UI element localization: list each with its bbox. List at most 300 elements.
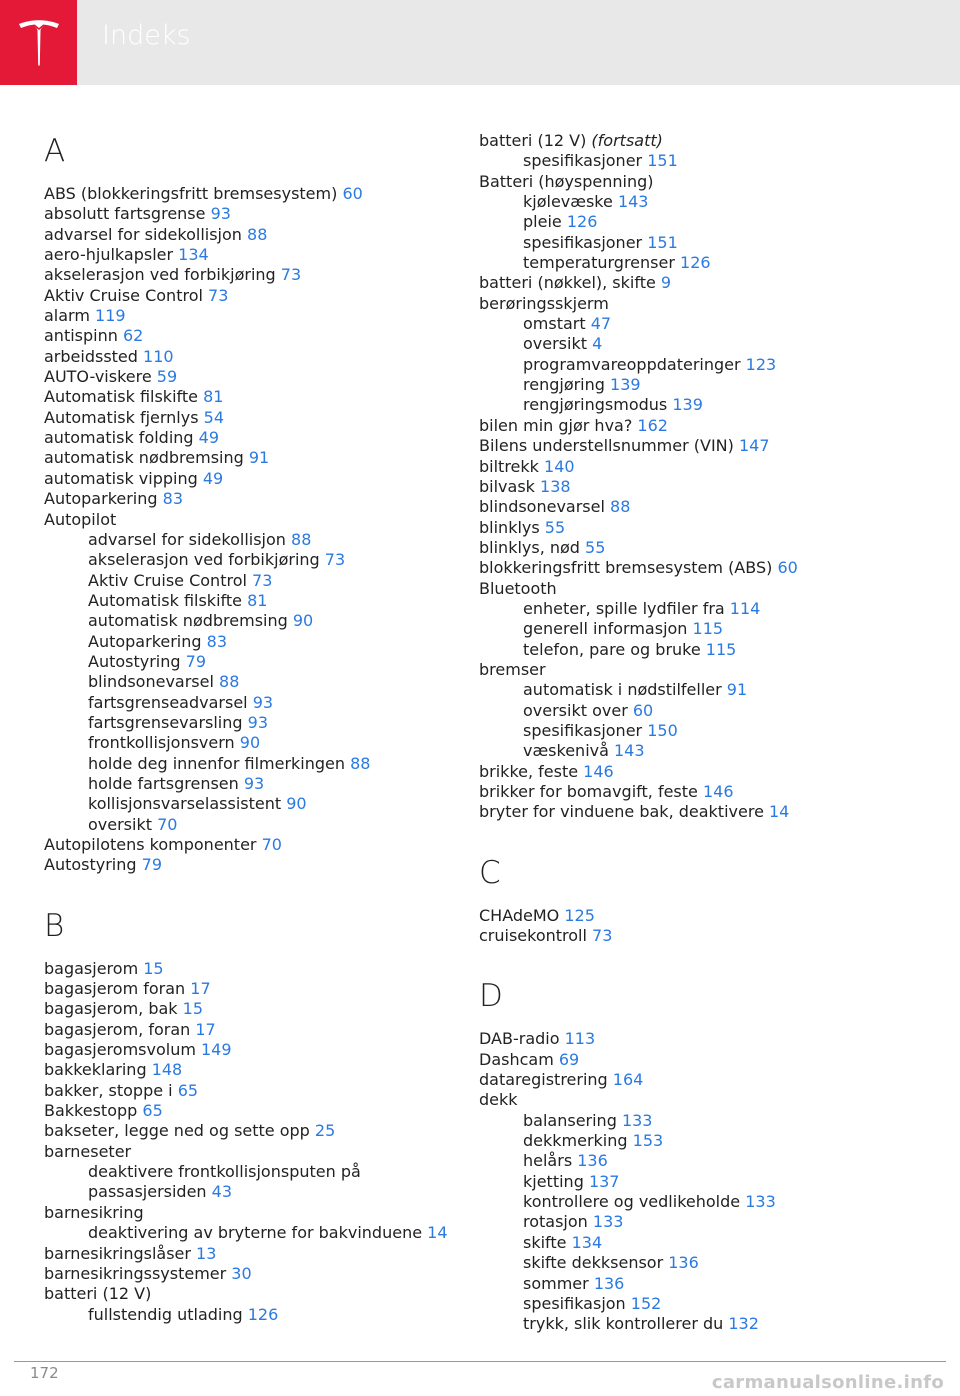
entry-term: Autoparkering (88, 631, 207, 651)
index-subentry (479, 253, 899, 273)
page-link[interactable]: 138 (540, 476, 571, 496)
index-subentry (479, 741, 899, 761)
entry-term: skifte (523, 1232, 572, 1252)
entry-term: Autopilotens komponenter (44, 835, 262, 854)
entry-term: brikke, feste (479, 761, 584, 781)
page-link[interactable]: 30 (231, 1263, 252, 1283)
index-entry (44, 448, 464, 468)
page-link[interactable]: 113 (564, 1029, 596, 1049)
entry-term: alarm (44, 306, 96, 326)
index-entry (44, 225, 464, 245)
index-entry (44, 1040, 464, 1060)
index-subentry (479, 1131, 899, 1151)
index-subentry (479, 1172, 899, 1192)
index-subentry (44, 815, 464, 835)
page-link[interactable]: 88 (291, 529, 312, 549)
index-entry (44, 1142, 464, 1162)
entry-term: rengjøring (523, 375, 611, 395)
page-link[interactable]: 90 (286, 794, 307, 814)
entry-term: Automatisk filskifte (88, 590, 248, 610)
entry-term: cruisekontroll (479, 926, 593, 946)
page-link[interactable]: 60 (632, 700, 654, 720)
index-entry (479, 172, 899, 192)
index-entry (44, 408, 464, 428)
page-link[interactable]: 153 (632, 1131, 664, 1151)
index-entry (44, 959, 464, 979)
entry-term: telefon, pare og bruke (523, 639, 706, 659)
index-subentry (44, 774, 464, 794)
index-subentry (479, 395, 899, 415)
index-entry (44, 1264, 464, 1284)
entry-term: AUTO-viskere (44, 367, 157, 387)
entry-term: batteri (12 V) (44, 1284, 152, 1304)
page-link[interactable]: 73 (592, 926, 613, 946)
page-link[interactable]: 65 (177, 1080, 199, 1100)
entry-term: kjølevæske (523, 192, 618, 212)
index-entry (479, 1090, 899, 1110)
index-subentry (479, 680, 899, 700)
index-subentry (479, 1294, 899, 1314)
entry-term: kjetting (523, 1171, 589, 1191)
entry-term: bryter for vinduene bak, deaktivere (479, 802, 769, 822)
index-entry (44, 367, 464, 387)
index-entry (44, 855, 464, 875)
entry-term: Automatisk fjernlys (44, 407, 204, 427)
page-link[interactable]: 162 (637, 415, 668, 435)
index-subentry (479, 1233, 899, 1253)
entry-term: bagasjerom (44, 958, 144, 978)
index-entry (479, 477, 899, 497)
page-link[interactable]: 15 (182, 999, 203, 1019)
entry-term: bagasjerom foran (44, 979, 191, 999)
page-link[interactable]: 132 (728, 1314, 759, 1334)
entry-term: kontrollere og vedlikeholde (523, 1192, 746, 1212)
page-link[interactable]: 93 (247, 712, 268, 732)
entry-term: barneseter (44, 1141, 132, 1161)
page-link[interactable]: 13 (196, 1243, 217, 1263)
page-link[interactable]: 14 (769, 802, 790, 822)
entry-term: barnesikringslåser (44, 1243, 197, 1263)
entry-term: batteri (12 V) (479, 131, 592, 150)
page-link[interactable]: 60 (777, 558, 798, 578)
page-link[interactable]: 133 (745, 1192, 776, 1212)
page-link[interactable]: 17 (190, 979, 211, 999)
entry-term: arbeidssted (44, 346, 144, 366)
entry-term: automatisk nødbremsing (88, 611, 293, 631)
index-subentry (44, 530, 464, 550)
page-link[interactable]: 73 (324, 550, 346, 570)
entry-term: Bilens understellsnummer (VIN) (479, 436, 739, 456)
page-link[interactable]: 70 (157, 814, 178, 834)
page-link[interactable]: 65 (142, 1101, 163, 1121)
index-subentry (479, 1192, 899, 1212)
entry-term: Automatisk filskifte (44, 387, 204, 407)
entry-term: holde deg innenfor filmerkingen (88, 753, 351, 773)
entry-term: Autostyring (44, 855, 142, 875)
entry-term: bagasjerom, bak (44, 999, 183, 1019)
entry-term: blinklys (479, 517, 545, 537)
entry-term: barnesikring (44, 1202, 144, 1222)
index-subentry (44, 754, 464, 774)
page-link[interactable]: 126 (680, 253, 711, 273)
entry-term: blinklys, nød (479, 537, 586, 557)
index-subentry (479, 619, 899, 639)
entry-term: advarsel for sidekollisjon (44, 224, 248, 244)
watermark: carmanualsonline.info (711, 1372, 944, 1393)
index-subentry (479, 1253, 899, 1273)
entry-term: aero-hjulkapsler (44, 245, 179, 265)
index-entry (44, 1060, 464, 1080)
page-link[interactable]: 139 (672, 395, 703, 415)
page-link[interactable]: 164 (612, 1070, 644, 1090)
index-subentry (479, 1314, 899, 1334)
entry-term: blokkeringsfritt bremsesystem (ABS) (479, 558, 778, 578)
page-link[interactable]: 140 (544, 456, 575, 476)
page-link[interactable]: 123 (745, 354, 777, 374)
page-link[interactable]: 119 (95, 306, 126, 326)
index-subentry (479, 314, 899, 334)
index-subentry (479, 640, 899, 660)
entry-term: berøringsskjerm (479, 293, 609, 313)
entry-term: helårs (523, 1151, 578, 1171)
page-link[interactable]: 9 (660, 273, 672, 293)
page-link[interactable]: 62 (122, 326, 144, 346)
entry-term: blindsonevarsel (88, 672, 220, 692)
entry-term: væskenivå (523, 741, 614, 761)
entry-term: spesifikasjoner (523, 151, 648, 171)
entry-term: oversikt (88, 814, 158, 834)
index-subentry (479, 1274, 899, 1294)
entry-term: brikker for bomavgift, feste (479, 782, 703, 801)
entry-term: Bakkestopp (44, 1101, 143, 1121)
index-subentry (44, 1305, 464, 1325)
entry-term: oversikt (523, 334, 593, 354)
entry-term: Autopilot (44, 509, 117, 529)
page-link[interactable]: 91 (726, 680, 748, 700)
entry-term: bakker, stoppe i (44, 1080, 178, 1100)
index-subentry (479, 721, 899, 741)
page-link[interactable]: 79 (141, 855, 162, 875)
page-link[interactable]: 81 (203, 387, 224, 407)
entry-term: bagasjerom, foran (44, 1019, 196, 1039)
page-link[interactable]: 146 (583, 761, 614, 781)
page-link[interactable]: 83 (162, 489, 183, 509)
page-link[interactable]: 115 (692, 619, 724, 639)
page-link[interactable]: 15 (143, 958, 164, 978)
index-subentry (44, 1162, 464, 1203)
entry-term: fartsgrensevarsling (88, 712, 248, 732)
entry-term: bagasjeromsvolum (44, 1040, 201, 1060)
page-link[interactable]: 49 (198, 428, 220, 448)
index-entry (44, 979, 464, 999)
page-link[interactable]: 147 (738, 436, 770, 456)
index-entry (479, 926, 899, 946)
page-link[interactable]: 88 (219, 672, 240, 692)
index-entry (44, 184, 464, 204)
page-link[interactable]: 137 (588, 1171, 620, 1191)
page-link[interactable]: 126 (247, 1304, 279, 1324)
index-entry (44, 1081, 464, 1101)
entry-term: oversikt over (523, 700, 633, 720)
index-column-right (479, 131, 899, 1335)
tesla-logo-icon (0, 0, 77, 85)
entry-term: holde fartsgrensen (88, 773, 244, 793)
index-subentry (44, 591, 464, 611)
entry-term: spesifikasjoner (523, 720, 648, 740)
index-subentry (44, 611, 464, 631)
index-subentry (479, 334, 899, 354)
page-link[interactable]: 90 (292, 611, 314, 631)
index-subentry (479, 701, 899, 721)
entry-term: batteri (nøkkel), skifte (479, 273, 661, 293)
entry-term: enheter, spille lydfiler fra (523, 598, 730, 618)
page-number: 172 (30, 1364, 59, 1382)
page-link[interactable]: 69 (558, 1049, 580, 1069)
entry-term: generell informasjon (523, 619, 693, 639)
page-link[interactable]: 79 (185, 651, 206, 671)
page-link[interactable]: 70 (261, 835, 282, 854)
index-entry (479, 518, 899, 538)
page-link[interactable]: 139 (610, 375, 641, 395)
page-link[interactable]: 93 (252, 692, 274, 712)
entry-term: spesifikasjon (523, 1293, 631, 1313)
index-entry (479, 538, 899, 558)
page-link[interactable]: 143 (614, 741, 645, 761)
entry-term: bilen min gjør hva? (479, 415, 638, 435)
entry-term: barnesikringssystemer (44, 1263, 232, 1283)
index-subentry (44, 632, 464, 652)
index-subentry (479, 1151, 899, 1171)
page-link[interactable]: 151 (647, 232, 678, 252)
index-subentry (44, 652, 464, 672)
entry-term: deaktivering av bryterne for bakvinduene (88, 1223, 428, 1243)
index-entry (44, 1121, 464, 1141)
index-subentry (479, 151, 899, 171)
entry-term: skifte dekksensor (523, 1253, 669, 1273)
entry-term: trykk, slik kontrollerer du (523, 1314, 729, 1334)
entry-term: ABS (blokkeringsfritt bremsesystem) (44, 184, 343, 203)
index-subentry (479, 192, 899, 212)
index-subentry (479, 599, 899, 619)
page-link[interactable]: 14 (427, 1223, 448, 1243)
entry-term: akselerasjon ved forbikjøring (88, 550, 325, 570)
page-link[interactable]: 55 (585, 537, 606, 557)
page-link[interactable]: 133 (592, 1212, 624, 1232)
page-link[interactable]: 148 (151, 1060, 183, 1080)
entry-term: antispinn (44, 326, 123, 346)
entry-term: dataregistrering (479, 1070, 613, 1090)
index-subentry (44, 733, 464, 753)
page-link[interactable]: 136 (593, 1273, 625, 1293)
footer-divider (14, 1361, 946, 1362)
entry-term: kollisjonsvarselassistent (88, 794, 287, 814)
index-entry (44, 286, 464, 306)
page-link[interactable]: 146 (702, 782, 734, 801)
index-entry (479, 1050, 899, 1070)
entry-term: temperaturgrenser (523, 253, 681, 273)
page-link[interactable]: 90 (239, 733, 261, 753)
entry-term: programvareoppdateringer (523, 354, 746, 374)
page-link[interactable]: 91 (248, 448, 270, 468)
index-entry (44, 306, 464, 326)
index-column-left (44, 131, 464, 1325)
page-link[interactable]: 149 (201, 1040, 232, 1060)
index-entry (44, 489, 464, 509)
page-link[interactable]: 55 (544, 517, 566, 537)
page-link[interactable]: 88 (247, 224, 268, 244)
index-subentry (44, 672, 464, 692)
page-link[interactable]: 54 (203, 407, 224, 427)
index-entry (479, 660, 899, 680)
index-subentry (479, 1212, 899, 1232)
index-entry (479, 782, 899, 802)
index-entry (44, 387, 464, 407)
entry-term: Dashcam (479, 1049, 559, 1069)
section-letter: B (44, 907, 65, 944)
entry-term: automatisk nødbremsing (44, 448, 249, 468)
page-link[interactable]: 136 (668, 1253, 699, 1273)
page-link[interactable]: 110 (143, 346, 174, 366)
index-entry (479, 1029, 899, 1049)
index-subentry (479, 355, 899, 375)
entry-term: frontkollisjonsvern (88, 733, 240, 753)
index-entry (44, 510, 464, 530)
page-header (0, 0, 960, 85)
page-link[interactable]: 73 (280, 265, 302, 285)
page-link[interactable]: 151 (647, 151, 678, 171)
page-link[interactable]: 4 (592, 334, 603, 354)
entry-term: Autostyring (88, 651, 186, 671)
index-entry (479, 436, 899, 456)
page-link[interactable]: 136 (577, 1151, 608, 1171)
index-subentry (479, 233, 899, 253)
index-entry (44, 204, 464, 224)
entry-term: DAB-radio (479, 1029, 565, 1049)
entry-term: akselerasjon ved forbikjøring (44, 265, 281, 285)
page-link[interactable]: 59 (156, 367, 178, 387)
index-entry (479, 457, 899, 477)
page-link[interactable]: 88 (610, 497, 631, 517)
index-entry (479, 416, 899, 436)
entry-term: omstart (523, 314, 591, 334)
entry-term: CHAdeMO (479, 905, 565, 925)
page-link[interactable]: 143 (617, 192, 649, 212)
entry-term: advarsel for sidekollisjon (88, 529, 292, 549)
index-entry (479, 906, 899, 926)
page-link[interactable]: 125 (564, 905, 595, 925)
index-entry (479, 802, 899, 822)
page-link[interactable]: 73 (252, 570, 273, 590)
index-subentry (44, 693, 464, 713)
page-link[interactable]: 47 (590, 314, 612, 334)
entry-term: Aktiv Cruise Control (44, 285, 209, 305)
index-entry (44, 1244, 464, 1264)
entry-term: Bluetooth (479, 578, 557, 598)
entry-term: pleie (523, 212, 567, 232)
entry-term: fullstendig utlading (88, 1304, 248, 1324)
entry-term: automatisk i nødstilfeller (523, 680, 727, 700)
page-title: Indeks (102, 20, 191, 51)
index-entry (479, 131, 899, 151)
continued-label: (fortsatt) (591, 131, 663, 150)
index-subentry (44, 713, 464, 733)
page-link[interactable]: 60 (342, 184, 363, 203)
page-link[interactable]: 93 (210, 204, 231, 224)
index-entry (44, 469, 464, 489)
index-entry (479, 294, 899, 314)
section-letter: A (44, 133, 66, 169)
entry-term: bakkeklaring (44, 1060, 152, 1080)
page-link[interactable]: 49 (202, 468, 224, 488)
page-link[interactable]: 25 (314, 1121, 336, 1141)
entry-term: dekkmerking (523, 1131, 633, 1151)
index-entry (479, 1070, 899, 1090)
entry-term: dekk (479, 1090, 518, 1110)
index-entry (44, 835, 464, 855)
index-entry (44, 326, 464, 346)
page-link[interactable]: 88 (350, 753, 371, 773)
entry-term: bremser (479, 659, 546, 679)
index-subentry (44, 571, 464, 591)
entry-term: bilvask (479, 476, 541, 496)
index-subentry (479, 375, 899, 395)
index-entry (479, 762, 899, 782)
page-link[interactable]: 81 (247, 590, 268, 610)
index-entry (479, 579, 899, 599)
index-entry (44, 265, 464, 285)
page-link[interactable]: 134 (178, 245, 209, 265)
index-entry (44, 999, 464, 1019)
page-link[interactable]: 73 (208, 285, 229, 305)
entry-term: rotasjon (523, 1212, 593, 1232)
index-entry (44, 1203, 464, 1223)
index-entry (44, 1020, 464, 1040)
entry-term: rengjøringsmodus (523, 395, 673, 415)
index-entry (479, 497, 899, 517)
index-entry (44, 428, 464, 448)
section-letter: D (479, 978, 503, 1015)
page-link[interactable]: 150 (647, 720, 678, 740)
page-link[interactable]: 114 (729, 598, 761, 618)
page-link[interactable]: 83 (206, 631, 227, 651)
index-entry (44, 245, 464, 265)
page-link[interactable]: 43 (211, 1182, 233, 1202)
page-link[interactable]: 134 (571, 1232, 603, 1252)
page-link[interactable]: 133 (621, 1110, 653, 1130)
index-entry (44, 347, 464, 367)
page-link[interactable]: 93 (243, 773, 265, 793)
page-link[interactable]: 152 (630, 1293, 662, 1313)
index-subentry (44, 1223, 464, 1243)
entry-term: Batteri (høyspenning) (479, 171, 654, 191)
page-link[interactable]: 126 (566, 212, 598, 232)
index-subentry (44, 794, 464, 814)
index-subentry (44, 550, 464, 570)
index-subentry (479, 212, 899, 232)
index-entry (44, 1284, 464, 1304)
index-subentry (479, 1111, 899, 1131)
entry-term: blindsonevarsel (479, 497, 611, 517)
entry-term: automatisk folding (44, 428, 199, 448)
entry-term: deaktivere frontkollisjonsputen på passasjersiden (88, 1162, 361, 1202)
index-entry (479, 558, 899, 578)
entry-term: Autoparkering (44, 489, 163, 509)
index-entry (479, 273, 899, 293)
page-link[interactable]: 115 (705, 639, 737, 659)
entry-term: fartsgrenseadvarsel (88, 692, 253, 712)
entry-term: spesifikasjoner (523, 232, 648, 252)
page-link[interactable]: 17 (195, 1019, 216, 1039)
